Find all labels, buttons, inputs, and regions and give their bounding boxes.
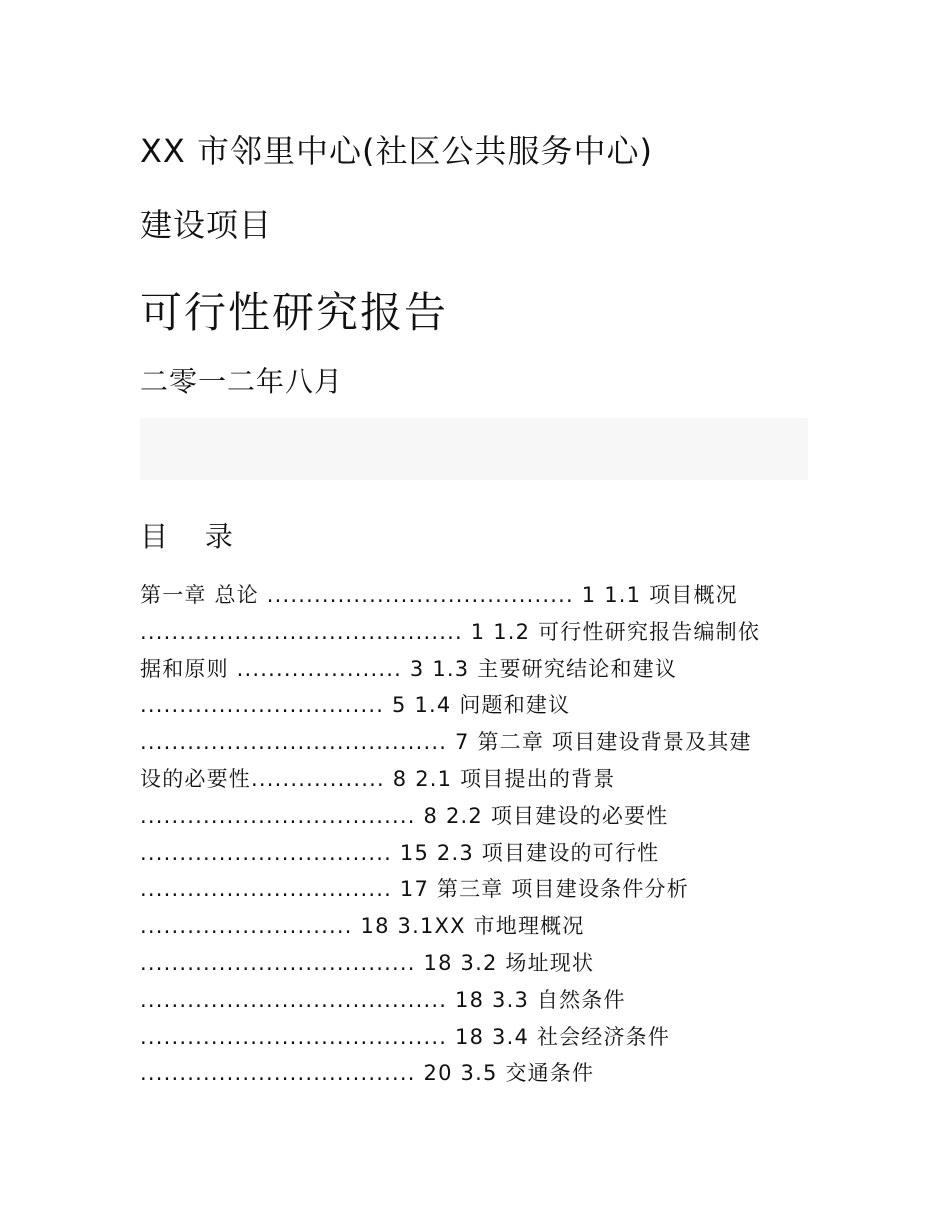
toc-line: ................................ 17 第三章 项目建设条件分析	[140, 877, 689, 902]
toc-line: ........................... 18 3.1XX 市地理概况	[140, 914, 585, 939]
report-title-line-1: XX 市邻里中心(社区公共服务中心)	[140, 132, 653, 170]
report-title-line-3: 可行性研究报告	[140, 288, 449, 337]
toc-line: 据和原则 ..................... 3 1.3 主要研究结论和建议	[140, 656, 678, 681]
toc-line: ......................................... 1 1.2 可行性研究报告编制依	[140, 619, 761, 644]
toc-line: ................................... 20 3.5 交通条件	[140, 1061, 595, 1086]
toc-line: ................................... 8 2.2 项目建设的必要性	[140, 803, 669, 828]
toc-heading: 目 录	[140, 520, 247, 553]
toc-line: ............................... 5 1.4 问题和建议	[140, 693, 571, 718]
table-of-contents	[140, 577, 810, 1092]
toc-line: ....................................... 18 3.4 社会经济条件	[140, 1024, 671, 1049]
toc-line: 第一章 总论 ....................................... 1 1.1 项目概况	[140, 583, 738, 607]
report-date: 二零一二年八月	[140, 365, 344, 398]
faded-watermark-band	[140, 418, 808, 480]
report-title-line-2: 建设项目	[140, 206, 273, 244]
toc-line: ....................................... 7 第二章 项目建设背景及其建	[140, 730, 752, 755]
toc-line: ................................ 15 2.3 项目建设的可行性	[140, 840, 660, 865]
toc-line: ................................... 18 3.2 场址现状	[140, 950, 595, 975]
toc-line: ....................................... 18 3.3 自然条件	[140, 987, 626, 1012]
toc-line: 设的必要性................. 8 2.1 项目提出的背景	[140, 766, 616, 791]
